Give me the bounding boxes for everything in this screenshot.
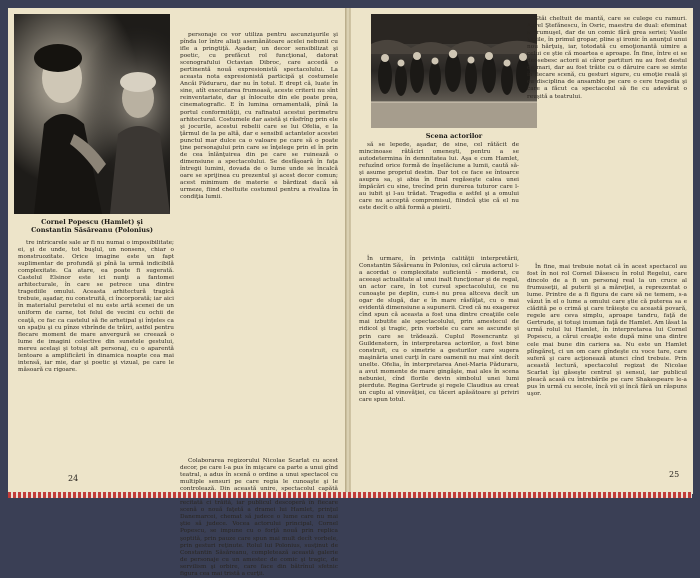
paragraph: personaje ce vor utiliza pentru ascunzişurile şi pînda lor între aliaţi asemănătoare acelei nebunii cu ifle a pringtiţă. Aşadar, un decor sensibilizat şi poetic, cu prefăcut rol funcţional, datorat scenografului Octavian Dibroc, care accedă o pertinentă nouă expresionistă spectacolului. La aceasta nota expresionistă participă şi costumele Ancăi Păduraru, dar nu în totul. E drept că, luate în sine, atît executarea frumoasă, aceste criterii nu sînt reinventariate, dar şi înlocuite din ele poate prea, cinematografic. E în lumina ornamentală, pînă la portul conformităţii, cu rafinatul acestui perimetru arhitectural. Costumele dar asistă şi răsfrîng prin ele şi jocurile, acestui rebelii care se lui Ofelia, e la ţărmul de la pe altă, dar e sensibil actantelor acestei punctul mar dulce ca o valoare pe care să o poate ţine personajului prin care se înţelege prin el în prin de cea înlănţuirea din pe care se ruinează o dimensiune a spectacolului. Se desfăşoară în faţa întregii lumini, dovada de o lume unde se încalcă oare se sprijinea cu prezentul şi acest decor comun; acest minimum de materie e bărdizat dacă să urmeze, fiind cheltuite costumul pentru a rivaliza în condiţia lumii. [180,32,338,201]
paragraph: În urmare, în privinţa calităţii interpretării, Constantin Săsăreanu în Polonius, cel căruia actorul i-a acordat o complexitate suficientă - moderat, cu aceeaşi actualitate al unui inalt funcţionar şi de regal, un actor care, în tot cursul spectacolului, ce nu cunoaşte pe deplin, cum-i nu prea altceva decît un ogar de slugă, dar e în mare răsfăţat, cu o mai evidentă dimensiune a supunerii. Cred că nu exagerez cînd spun că aceasta a fost una dintre creaţiile cele mai izbutite ale spectacolului, prin amestecul de ridicol şi tragic, prin vorbele cu care se ascunde şi prin care se trădează. Cuplul Rosencrantz şi Guildenstern, în interpretarea actorilor, a fost bine construit, cu o simetrie a gesturilor care sugera maşinăria unei curţi în care oamenii nu mai sînt decît unelte. Ofelia, în interpretarea Anei-Maria Păduraru, a avut momente de mare gingăşie, mai ales în scena nebuniei, cînd florile devin simbolul unei lumi pierdute. Regina Gertrude şi regele Claudius au creat un cuplu al vinovăţiei, cu tăceri apăsătoare şi priviri care spun totul. [359,256,519,403]
caption-line-1: Cornel Popescu (Hamlet) şi [41,218,143,226]
book-edge [8,492,692,498]
paragraph: Colaborarea regizorului Nicolae Scarlat cu acest decor, pe care l-a pus în mişcare ca parte a unui gînd teatral, a adus în scenă o ordine a unui spectacol cu multiple sensuri pe care regia le cunoaşte şi le controlează. Din această unire, spectacolul capătă recitată ci trăită, iar publicul descoperă în fiecare scenă o nouă faţetă a dramei lui Hamlet, prinţul Danemarcei, chemat să judece o lume care nu mai ştie să judece. Vocea actorului principal, Cornel Popescu, se impune cu o forţă nouă prin replica şoptită, prin pauze care spun mai mult decît vorbele, prin gesturi reţinute. Rolul lui Polonius, susţinut de Constantin Săsăreanu, completează această galerie de personaje cu un amestec de comic şi tragic, de servilism şi orbire, care face din bătrînul sfetnic figura cea mai tristă a curţii. [180,458,338,577]
photo-stage-image [371,14,537,128]
page-number: 25 [669,470,680,479]
paragraph: tre intricarele sale ar fi nu numai o imposibilitate; ei, şi de unde, tot buşlul, un nonsens, chiar o monstruozitate. Orice imagine este un fapt suplimentar de profundă şi pînă la urmă indicibilă complexitate. Ca atare, ea poate fi sugerată. Castelul Elsinor este ici nunţi a fantomei arhitecturale, în care se petrece una dintre tragediile omului. Aceasta arhitectură tragică trebuie, aşadar, nu construită, ci încorporată; iar aici în materialul peretelui el nu este artă scenei de un uniform de carne, tot felul de vecini cu ochii de ceaţă, ce fac ca castelul să fie arhetipal şi înţeles ca un spaţiu şi cu pînze vibrînde de trăiri, astfel pentru fiecare moment de mare anvergură se creează o lume de imagini colective din sunetele gestului, mereu acelaşi şi totuşi alt personaj, cu o aparentă lentoare a amplificării în dinamica noapte cea mai intensă, iar mie, dar şi poetic şi vizual, pe care le măsoară cu rigoare. [18,240,174,373]
photo-hamlet-polonius [14,14,170,214]
photo-hamlet-polonius-image [14,14,170,214]
page-number: 24 [68,474,79,483]
paragraph: Stăi cheltuit de mantă, care se culege cu ramuri. Aurel Ştefănescu, în Osric, maestru de dual: efeminat şi frumuşel, dar de un comic fără grea seriei; Vasile Vasile, în primul gropar, pline şi ironic în anunţul unui nou hărţuiş, iar, totodată cu emoţionantă uimire a celui ce ştie că moartea e aproape. În fine, între ei se deosebesc actorii ai căror partituri nu au fost destul de mari, dar au fost trăite cu o dăruire care se simte în fiecare scenă, cu gesturi sigure, cu emoţie reală şi cu disciplina de ansamblu pe care o cere tragedia şi care a făcut ca spectacolul să fie cu adevărat o reuşită a teatrului. [527,16,687,100]
text-column-top-right [527,16,687,260]
photo-scena-actorilor [371,14,537,128]
photo-caption: Scena actorilor [425,132,483,140]
right-page [350,8,693,494]
paragraph: În fine, mai trebuie notat că în acest spectacol au fost în noi rol Cornel Dăsescu în rolul Regelui, care dincolo de a fi un personaj real la un cruce al frumuseţii, al puterii şi a măreţiei, a reprezentat o lume. Printre de a fi figura de care să ne temem, s-a văzut în el o lume a omului care ştie că puterea sa e clădită pe o crimă şi care trăieşte cu această povară, regele are ceva simplu, aproape tandru, faţă de Gertrude, şi totuşi inuman faţă de Hamlet. Am lăsat la urmă rolul lui Hamlet, în interpretarea lui Cornel Popescu, a cărui creaţie este după mine una dintre cele mai bune din cariera sa. Nu este un Hamlet plîngăreţ, ci un om care gîndeşte cu voce tare, care suferă şi care acţionează atunci cînd trebuie. Prin această lectură, spectacolul regizat de Nicolae Scarlat îşi găseşte centrul şi sensul, iar publicul pleacă acasă cu întrebările pe care Shakespeare le-a pus în urmă cu secole, încă vii şi încă fără un răspuns uşor. [527,264,687,397]
text-column-top-left [359,142,519,252]
text-column-bottom-left [18,240,174,454]
text-column-bottom-right [180,458,338,577]
text-column-bottom-right [527,264,687,468]
text-column-bottom-left [359,256,519,468]
caption-line-2: Constantin Săsăreanu (Polonius) [31,226,153,234]
left-page [8,8,347,577]
paragraph: să se lepede, aşadar, de sine, cel rătăcit de mincinoase rătăciri omeneşti, pentru a se autodetermina în demnitatea lui. Aşa e cum Hamlet, refuzînd orice formă de înşelăciune a lumii, caută să-şi asume propriul destin. Dar tot ce face se întoarce asupra sa, şi abia în final regăseşte calea unei împăcări cu sine, trecînd prin durerea tuturor care l-au iubit şi l-au trădat. Tragedia e astfel şi a omului care nu acceptă compromisul, fiindcă ştie că el nu este decît o altă formă a pieirii. [359,142,519,212]
text-column-top-right [180,32,338,454]
photo-caption [12,218,172,234]
